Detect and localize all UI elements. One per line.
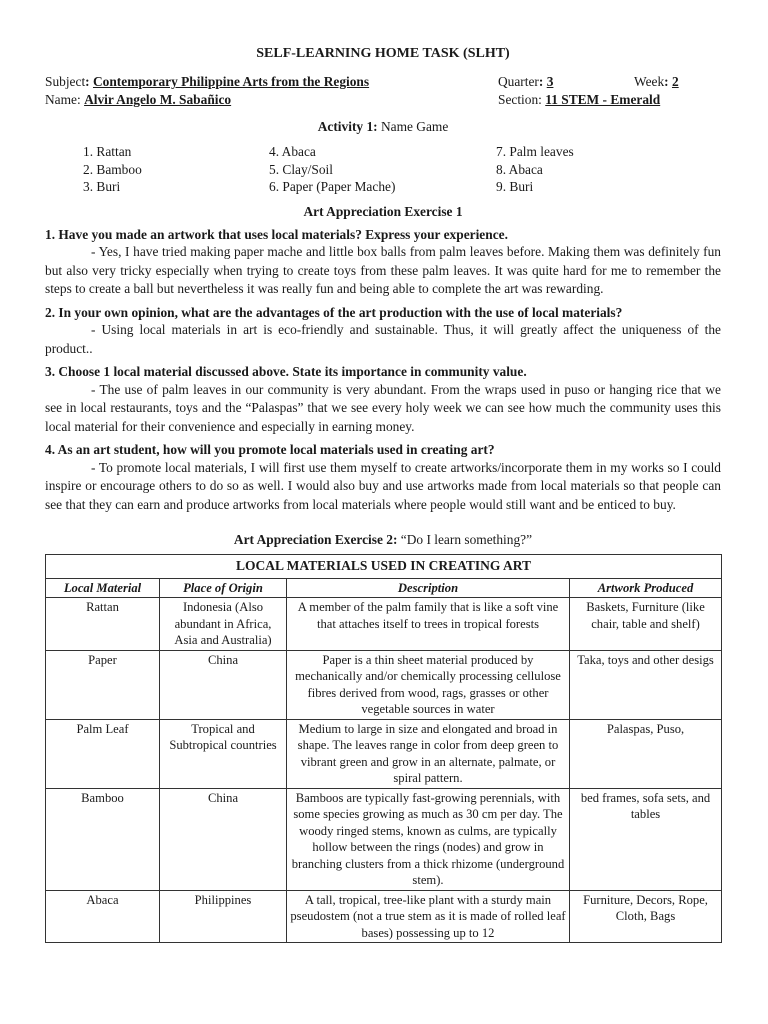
table-title: LOCAL MATERIALS USED IN CREATING ART [46, 555, 722, 579]
document-page [45, 46, 721, 943]
answer-1: - Yes, I have tried making paper mache and little box balls from palm leaves before. Making them was definitely fun but also very tricky especially when trying to create toys from these palm leaves. It was quite hard for me to remember the steps to create a ball but nevertheless it was really fun and being able to complete the art was rewarding. [45, 244, 721, 296]
week-value: 2 [671, 74, 679, 89]
section-value: 11 STEM - Emerald [545, 92, 661, 107]
table-row [46, 650, 722, 719]
section-label: Section: [498, 92, 542, 107]
list-item: 6. Paper (Paper Mache) [269, 179, 396, 194]
quarter-label: Quarter [498, 74, 539, 89]
list-item: 5. Clay/Soil [269, 161, 333, 177]
table-cell: bed frames, sofa sets, and tables [570, 788, 722, 890]
table-cell: Philippines [160, 890, 287, 943]
question-4: 4. As an art student, how will you promote local materials used in creating art? [45, 442, 495, 457]
table-cell: Paper is a thin sheet material produced by mechanically and/or chemically processing cellulose fibres derived from wood, rags, grasses or other vegetable sources in water [287, 650, 570, 719]
local-materials-table [45, 554, 722, 943]
list-item: 2. Bamboo [83, 161, 142, 177]
table-row [46, 719, 722, 788]
exercise2-heading: Art Appreciation Exercise 2: “Do I learn something?” [233, 532, 533, 547]
table-row [46, 890, 722, 943]
table-header-row [46, 578, 722, 598]
table-row [46, 598, 722, 651]
list-item: 9. Buri [496, 179, 534, 194]
question-3: 3. Choose 1 local material discussed above. State its importance in community value. [45, 364, 527, 379]
meta-row-subject: Subject: Contemporary Philippine Arts from the Regions Quarter: 3 Week: 2 [45, 74, 679, 89]
table-cell: Furniture, Decors, Rope, Cloth, Bags [570, 890, 722, 943]
table-cell: Palm Leaf [46, 719, 160, 788]
table-cell: Taka, toys and other desigs [570, 650, 722, 719]
question-1: 1. Have you made an artwork that uses local materials? Express your experience. [45, 226, 508, 242]
quarter-value: 3 [546, 74, 554, 89]
exercise1-heading: Art Appreciation Exercise 1 [303, 203, 463, 219]
table-cell: Tropical and Subtropical countries [160, 719, 287, 788]
list-item: 8. Abaca [496, 161, 543, 177]
answer-3: - The use of palm leaves in our community is very abundant. From the wraps used in puso or hanging rice that we see in local restaurants, toys and the “Palaspas” that we see every holy week we can see how much the community uses this local material for their convenience and especially in earning money. [45, 381, 721, 434]
table-cell: Bamboos are typically fast-growing perennials, with some species growing as much as 30 cm per day. The woody ringed stems, known as culms, are typically hollow between the rings (nodes) and grow in branching clusters from a thick rhizome (underground stem). [287, 788, 570, 890]
column-header: Description [287, 578, 570, 598]
answer-4: - To promote local materials, I will first use them myself to create artworks/incorporate them in my works so I could inspire or encourage others to do so as well. I would also buy and use artworks made from local materials so that people can see that they can earn and produce artworks from local materials where people would still want and be enticed to buy. [45, 459, 721, 512]
table-cell: China [160, 788, 287, 890]
name-value: Alvir Angelo M. Sabañico [84, 92, 232, 107]
subject-label: Subject [45, 74, 86, 89]
table-cell: A tall, tropical, tree-like plant with a sturdy main pseudostem (not a true stem as it is made of rolled leaf bases) possessing up to 12 [287, 890, 570, 943]
week-label: Week [634, 74, 665, 89]
table-cell: Rattan [46, 598, 160, 651]
table-cell: A member of the palm family that is like a soft vine that attaches itself to trees in tropical forests [287, 598, 570, 651]
table-cell: Medium to large in size and elongated and broad in shape. The leaves range in color from deep green to vibrant green and grow in an alternate, palmate, or spiral pattern. [287, 719, 570, 788]
list-item: 7. Palm leaves [496, 144, 574, 159]
meta-row-name [45, 91, 721, 109]
question-2: 2. In your own opinion, what are the advantages of the art production with the use of local materials? [45, 304, 623, 320]
column-header: Place of Origin [160, 578, 287, 598]
table-cell: Indonesia (Also abundant in Africa, Asia and Australia) [160, 598, 287, 651]
list-item: 3. Buri [83, 179, 121, 194]
column-header: Artwork Produced [570, 578, 722, 598]
name-label: Name: [45, 92, 81, 107]
document-title: SELF-LEARNING HOME TASK (SLHT) [256, 46, 510, 61]
list-item: 1. Rattan [83, 144, 132, 159]
table-cell: China [160, 650, 287, 719]
table-row [46, 788, 722, 890]
activity1-heading: Activity 1: Name Game [317, 119, 449, 134]
column-header: Local Material [46, 578, 160, 598]
list-item: 4. Abaca [269, 144, 316, 159]
table-cell: Abaca [46, 890, 160, 943]
subject-value: Contemporary Philippine Arts from the Regions [92, 74, 370, 89]
table-cell: Baskets, Furniture (like chair, table and shelf) [570, 598, 722, 651]
answer-2: - Using local materials in art is eco-friendly and sustainable. Thus, it will greatly affect the uniqueness of the product.. [45, 322, 721, 356]
name-game-list [83, 143, 721, 196]
table-cell: Palaspas, Puso, [570, 719, 722, 788]
table-cell: Paper [46, 650, 160, 719]
table-cell: Bamboo [46, 788, 160, 890]
